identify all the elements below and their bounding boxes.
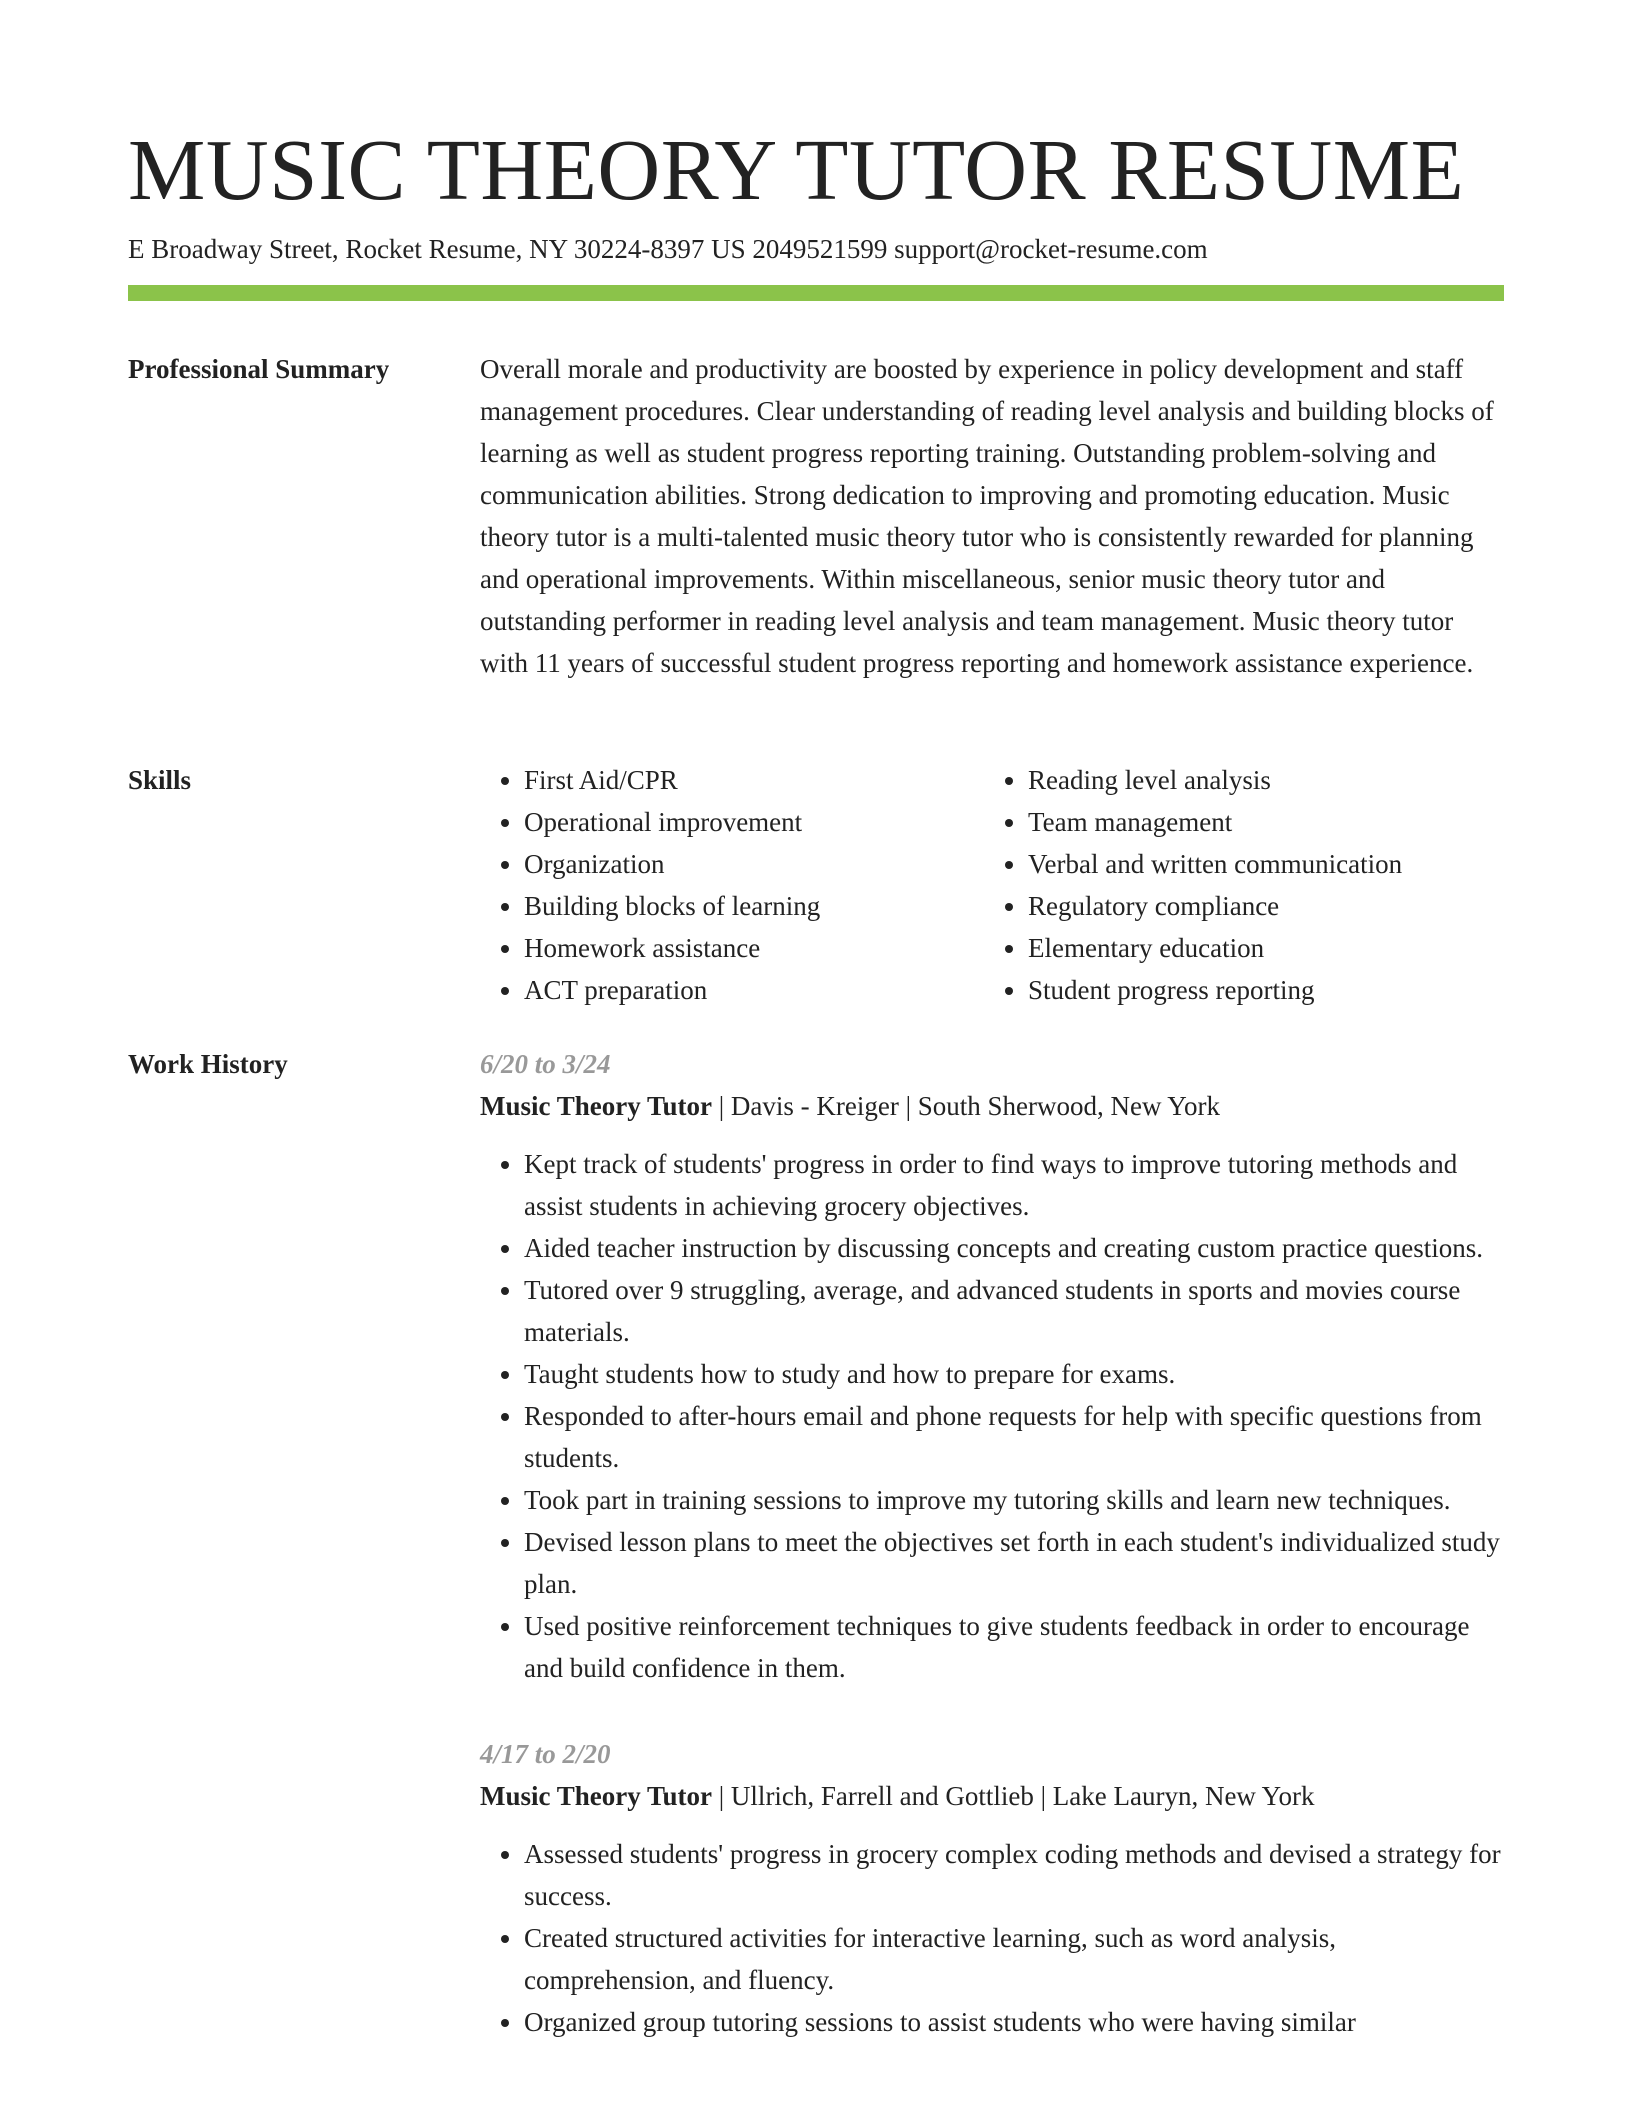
job-company-location: | Ullrich, Farrell and Gottlieb | Lake Lauryn, New York: [712, 1781, 1315, 1811]
work-history-body: [480, 1043, 1504, 2087]
resume-title: MUSIC THEORY TUTOR RESUME: [128, 121, 1465, 218]
job-bullet: • Devised lesson plans to meet the objectives set forth in each student's individualized study plan.: [524, 1521, 1504, 1605]
skill-item: • Verbal and written communication: [1028, 843, 1488, 885]
skill-item: • Building blocks of learning: [524, 885, 984, 927]
job-bullet: • Assessed students' progress in grocery complex coding methods and devised a strategy for success.: [524, 1833, 1504, 1917]
job-bullet: • Took part in training sessions to improve my tutoring skills and learn new techniques.: [524, 1479, 1504, 1521]
job-bullet: • Responded to after-hours email and phone requests for help with specific questions from students.: [524, 1395, 1504, 1479]
skills-body: [480, 759, 1504, 1011]
skill-item: • Student progress reporting: [1028, 969, 1488, 1011]
job-bullet: • Kept track of students' progress in order to find ways to improve tutoring methods and assist students in achieving grocery objectives.: [524, 1143, 1504, 1227]
job-bullet: • Created structured activities for interactive learning, such as word analysis, comprehension, and fluency.: [524, 1917, 1504, 2001]
skill-item: • Operational improvement: [524, 801, 984, 843]
job-title: Music Theory Tutor: [480, 1091, 713, 1121]
job-bullet: • Taught students how to study and how to prepare for exams.: [524, 1353, 1504, 1395]
job-bullet: • Organized group tutoring sessions to assist students who were having similar: [524, 2001, 1504, 2043]
job-bullet-list: [480, 1833, 1504, 2043]
summary-heading: Professional Summary: [128, 354, 390, 384]
skill-item: • First Aid/CPR: [524, 759, 984, 801]
job-company-location: | Davis - Kreiger | South Sherwood, New York: [712, 1091, 1221, 1121]
skill-item: • Regulatory compliance: [1028, 885, 1488, 927]
skill-item: • Homework assistance: [524, 927, 984, 969]
skill-item: • Elementary education: [1028, 927, 1488, 969]
job-dates: 6/20 to 3/24: [480, 1049, 611, 1079]
skill-item: • Team management: [1028, 801, 1488, 843]
job-bullet-list: [480, 1143, 1504, 1689]
job-bullet: • Used positive reinforcement techniques to give students feedback in order to encourage and build confidence in them.: [524, 1605, 1504, 1689]
skills-heading: Skills: [128, 765, 192, 795]
job-header: [480, 1085, 1504, 1127]
job-entry: [480, 1733, 1504, 2043]
job-title: Music Theory Tutor: [480, 1781, 713, 1811]
job-header: [480, 1775, 1504, 1817]
job-bullet: • Aided teacher instruction by discussing concepts and creating custom practice questions.: [524, 1227, 1504, 1269]
summary-text: Overall morale and productivity are boosted by experience in policy development and staff management procedures. Clear understanding of reading level analysis and building blocks of learning as well as student progress reporting training. Outstanding problem-solving and communication abilities. Strong dedication to improving and promoting education. Music theory tutor is a multi-talented music theory tutor who is consistently rewarded for planning and operational improvements. Within miscellaneous, senior music theory tutor and outstanding performer in reading level analysis and team management. Music theory tutor with 11 years of successful student progress reporting and homework assistance experience.: [480, 354, 1494, 678]
job-bullet: • Tutored over 9 struggling, average, and advanced students in sports and movies course materials.: [524, 1269, 1504, 1353]
summary-body: [480, 348, 1504, 684]
work-history-heading: Work History: [128, 1049, 288, 1079]
skills-list-right: [984, 759, 1488, 1011]
contact-line: E Broadway Street, Rocket Resume, NY 30224-8397 US 2049521599 support@rocket-resume.com: [128, 234, 1208, 264]
skill-item: • Organization: [524, 843, 984, 885]
skill-item: • Reading level analysis: [1028, 759, 1488, 801]
skills-list-left: [480, 759, 984, 1011]
job-entry: [480, 1043, 1504, 1689]
accent-divider: [128, 285, 1504, 301]
job-dates: 4/17 to 2/20: [480, 1739, 611, 1769]
skill-item: • ACT preparation: [524, 969, 984, 1011]
